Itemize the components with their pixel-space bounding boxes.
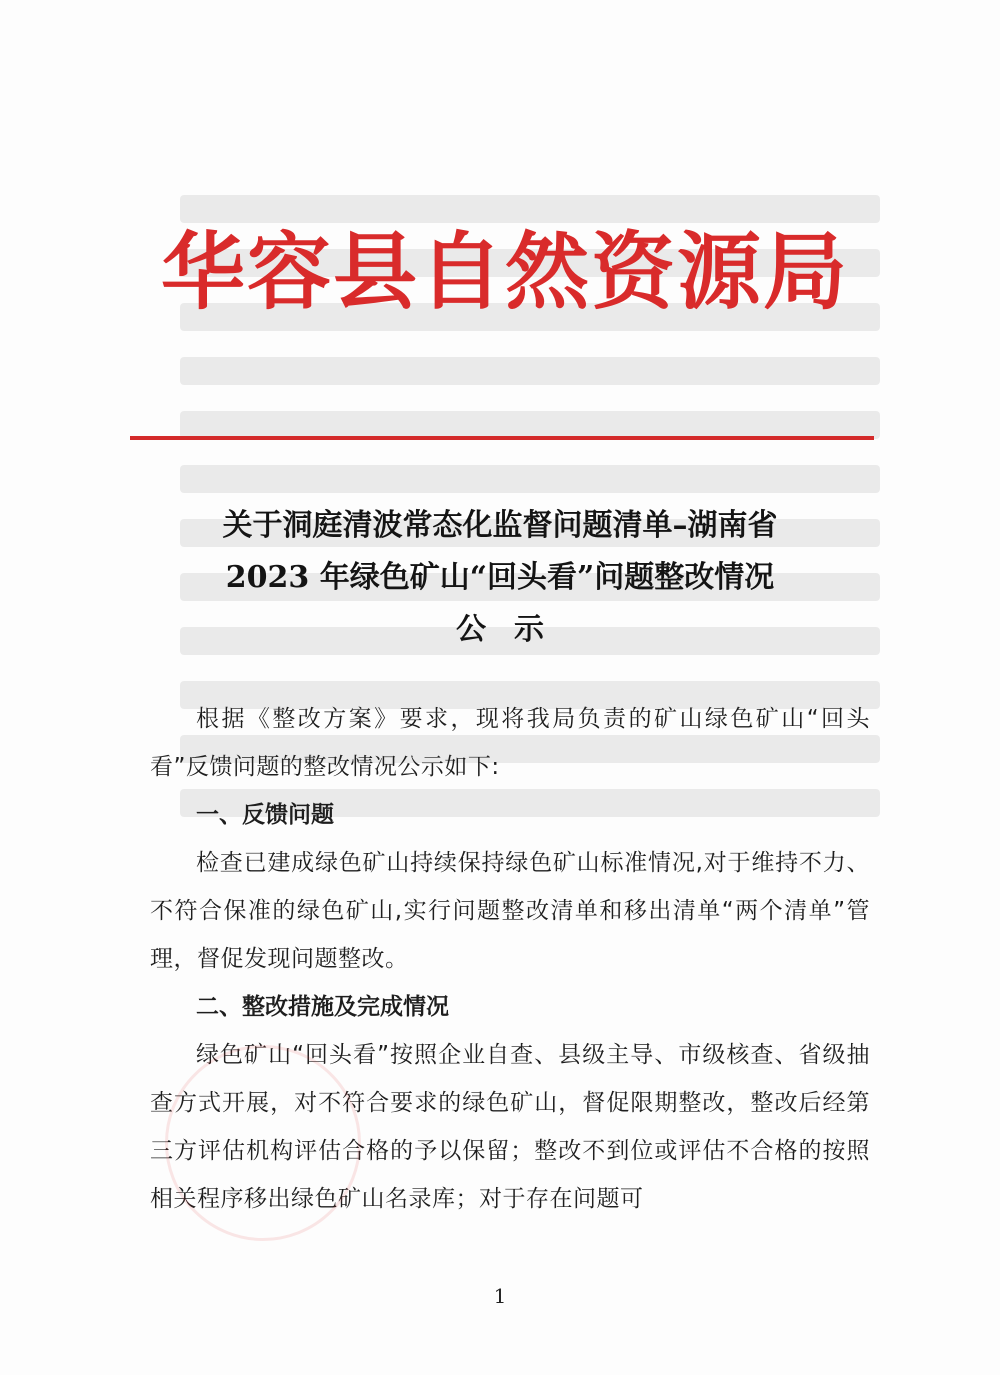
document-title bbox=[120, 500, 880, 656]
page-number: 1 bbox=[493, 1284, 507, 1308]
section-2-heading: 二、整改措施及完成情况 bbox=[196, 994, 449, 1020]
title-line-3: 公示 bbox=[456, 612, 572, 647]
intro-paragraph: 根据《整改方案》要求，现将我局负责的矿山绿色矿山“回头看”反馈问题的整改情况公示如下: bbox=[150, 706, 870, 780]
section-2-text: 绿色矿山“回头看”按照企业自查、县级主导、市级核查、省级抽查方式开展，对不符合要求的绿色矿山，督促限期整改，整改后经第三方评估机构评估合格的予以保留；整改不到位或评估不合格的按照相关程序移出绿色矿山名录库；对于存在问题可 bbox=[150, 1042, 870, 1212]
letterhead-title: 华容县自然资源局 bbox=[160, 222, 849, 321]
title-line-2: 2023 年绿色矿山“回头看”问题整改情况 bbox=[225, 560, 775, 595]
faint-seal-imprint bbox=[165, 1045, 361, 1241]
section-1-text: 检查已建成绿色矿山持续保持绿色矿山标准情况,对于维持不力、不符合保准的绿色矿山,实行问题整改清单和移出清单“两个清单”管理，督促发现问题整改。 bbox=[150, 850, 870, 972]
section-1-heading: 一、反馈问题 bbox=[196, 802, 334, 828]
title-line-1: 关于洞庭清波常态化监督问题清单–湖南省 bbox=[222, 508, 778, 543]
letterhead-red-rule bbox=[130, 436, 874, 440]
